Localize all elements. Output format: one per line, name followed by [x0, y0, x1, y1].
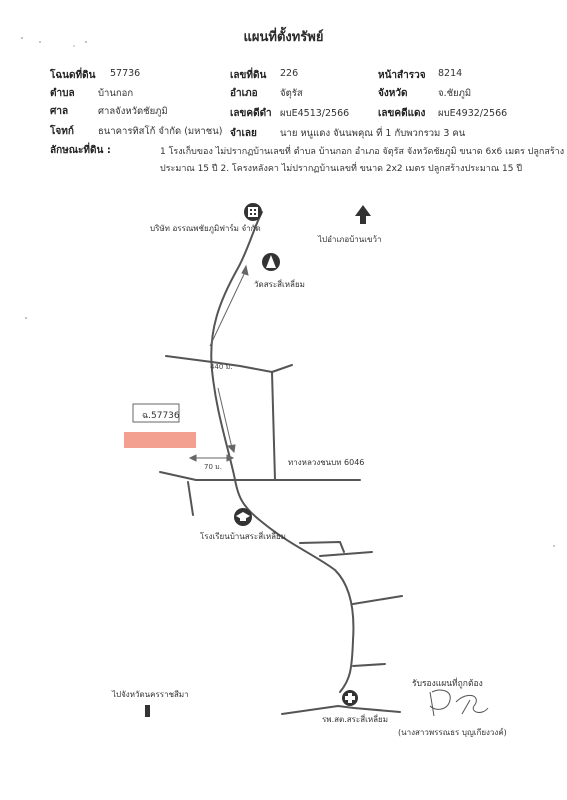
- red-case-label: เลขคดีแดง: [378, 108, 426, 119]
- hospital-label: รพ.สต.สระสี่เหลี่ยม: [322, 715, 388, 724]
- se-branch-road-3: [353, 596, 402, 604]
- land-desc-line1: 1 โรงเก็บของ ไม่ปรากฏบ้านเลขที่ ตำบล บ้านกอก อำเภอ จัตุรัส จังหวัดชัยภูมิ ขนาด 6x6 เมตร ปลูกสร้าง: [160, 147, 565, 157]
- defendant-label: จำเลย: [230, 128, 257, 139]
- direction-south-label: ไปจังหวัดนครราชสีมา: [112, 690, 189, 699]
- company-label: บริษัท อรรณพชัยภูมิฟาร์ม จำกัด: [150, 224, 261, 233]
- branch-road-vertical: [272, 372, 275, 480]
- land-no-value: 226: [280, 68, 299, 79]
- signature-mark: [430, 690, 488, 716]
- school-label: โรงเรียนบ้านสระสี่เหลี่ยม: [200, 532, 286, 541]
- page-title: แผนที่ตั้งทรัพย์: [243, 30, 324, 45]
- plaintiff-value: ธนาคารทิสโก้ จำกัด (มหาชน): [98, 126, 223, 137]
- parcel-label: ฉ.57736: [142, 411, 180, 421]
- black-case-value: ผบE4513/2566: [280, 108, 350, 119]
- land-desc-label: ลักษณะที่ดิน :: [50, 145, 111, 156]
- deed-value: 57736: [110, 68, 141, 79]
- west-branch-road: [160, 472, 234, 480]
- tambon-value: บ้านกอก: [98, 88, 134, 99]
- hospital-icon: [342, 690, 358, 706]
- province-value: จ.ชัยภูมิ: [438, 88, 472, 99]
- province-label: จังหวัด: [378, 88, 408, 99]
- parcel-marker: [124, 432, 196, 448]
- signer-name: (นางสาวพรรณธร บุญเกียงวงค์): [398, 728, 507, 737]
- black-case-label: เลขคดีดำ: [230, 108, 272, 119]
- plaintiff-label: โจทก์: [50, 126, 74, 137]
- se-branch-road-4: [353, 664, 385, 666]
- tambon-label: ตำบล: [50, 88, 75, 99]
- amphoe-value: จัตุรัส: [280, 88, 303, 99]
- school-icon: [234, 508, 252, 526]
- arrow-up-icon: [355, 205, 371, 224]
- temple-icon: [262, 253, 280, 271]
- survey-label: หน้าสำรวจ: [378, 70, 426, 81]
- deed-label: โฉนดที่ดิน: [50, 70, 96, 81]
- land-desc-line2: ประมาณ 15 ปี 2. โครงหลังคา ไม่ปรากฏบ้านเลขที่ ขนาด 2x2 เมตร ปลูกสร้างประมาณ 15 ปี: [160, 164, 523, 174]
- amphoe-label: อำเภอ: [230, 88, 258, 99]
- survey-value: 8214: [438, 68, 463, 79]
- court-value: ศาลจังหวัดชัยภูมิ: [98, 106, 168, 117]
- certification-text: รับรองแผนที่ถูกต้อง: [412, 679, 483, 689]
- land-no-label: เลขที่ดิน: [230, 70, 267, 81]
- distance-70-label: 70 ม.: [204, 463, 222, 471]
- distance-440-label: 440 ม.: [210, 363, 233, 371]
- west-branch-road-2: [188, 482, 193, 515]
- se-branch-road-1: [300, 542, 344, 552]
- se-branch-road-2: [320, 552, 372, 556]
- red-case-value: ผบE4932/2566: [438, 108, 508, 119]
- court-label: ศาล: [50, 106, 69, 117]
- building-icon: [244, 203, 262, 221]
- highway-label: ทางหลวงชนบท 6046: [288, 458, 365, 467]
- south-marker: [145, 705, 150, 717]
- defendant-value: นาย หนูแดง จันนพคุณ ที่ 1 กับพวกรวม 3 คน: [280, 128, 466, 139]
- direction-north-label: ไปอำเภอบ้านเขว้า: [318, 235, 382, 244]
- temple-label: วัดสระสี่เหลี่ยม: [254, 280, 305, 289]
